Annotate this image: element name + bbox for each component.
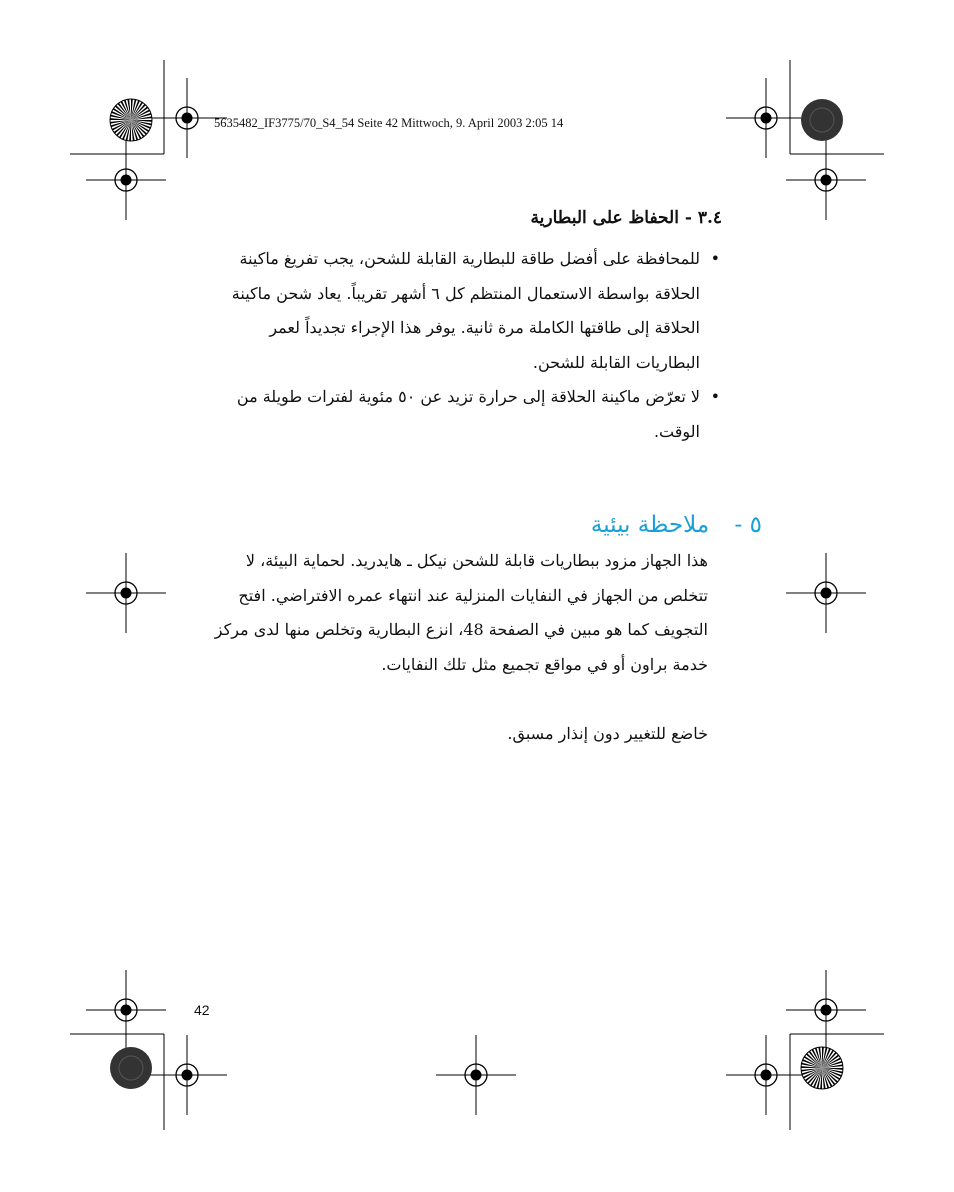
footer-note: خاضع للتغيير دون إنذار مسبق. [507, 724, 708, 743]
registration-mark-icon [786, 970, 866, 1050]
star-target-icon [110, 99, 152, 141]
registration-mark-icon [726, 78, 806, 158]
registration-mark-icon [786, 140, 866, 220]
bullet-text: للمحافظة على أفضل طاقة للبطارية القابلة للشحن، يجب تفريغ ماكينة الحلاقة بواسطة الاستعمال المنتظم كل ٦ أشهر تقريباً. يعاد شحن ماكينة الحلاقة إلى طاقتها الكاملة مرة ثانية. يوفر هذا الإجراء تجديداً لعمر البطاريات القابلة للشحن. [231, 249, 700, 372]
star-target-icon [801, 1047, 843, 1089]
registration-mark-icon [147, 1035, 227, 1115]
registration-mark-icon [786, 553, 866, 633]
registration-mark-icon [86, 553, 166, 633]
registration-mark-icon [86, 140, 166, 220]
page-number: 42 [194, 1002, 210, 1018]
battery-section-title: ٣.٤ - الحفاظ على البطارية [530, 208, 722, 228]
bullet-icon: • [710, 387, 720, 406]
gray-target-icon [801, 99, 843, 141]
section-title-text: ملاحظة بيئية [590, 512, 710, 538]
registration-mark-icon [436, 1035, 516, 1115]
list-item [202, 242, 722, 380]
section-number: ٥ - [734, 512, 762, 538]
gray-target-icon [110, 1047, 152, 1089]
list-item [202, 380, 722, 449]
environment-paragraph: هذا الجهاز مزود ببطاريات قابلة للشحن نيكل ـ هايدريد. لحماية البيئة، لا تتخلص من الجهاز في النفايات المنزلية عند انتهاء عمره الافتراضي. افتح التجويف كما هو مبين في الصفحة 48، انزع البطارية وتخلص منها لدى مركز خدمة براون أو في مواقع تجميع مثل تلك النفايات. [214, 551, 708, 674]
print-header-line: 5635482_IF3775/70_S4_54 Seite 42 Mittwoch, 9. April 2003 2:05 14 [214, 116, 564, 130]
bullet-icon: • [710, 249, 720, 268]
registration-mark-icon [86, 970, 166, 1050]
battery-bullet-list [202, 242, 722, 449]
bullet-text: لا تعرّض ماكينة الحلاقة إلى حرارة تزيد عن ٥٠ مئوية لفترات طويلة من الوقت. [236, 387, 700, 441]
environment-section-title [591, 512, 762, 538]
registration-mark-icon [726, 1035, 806, 1115]
